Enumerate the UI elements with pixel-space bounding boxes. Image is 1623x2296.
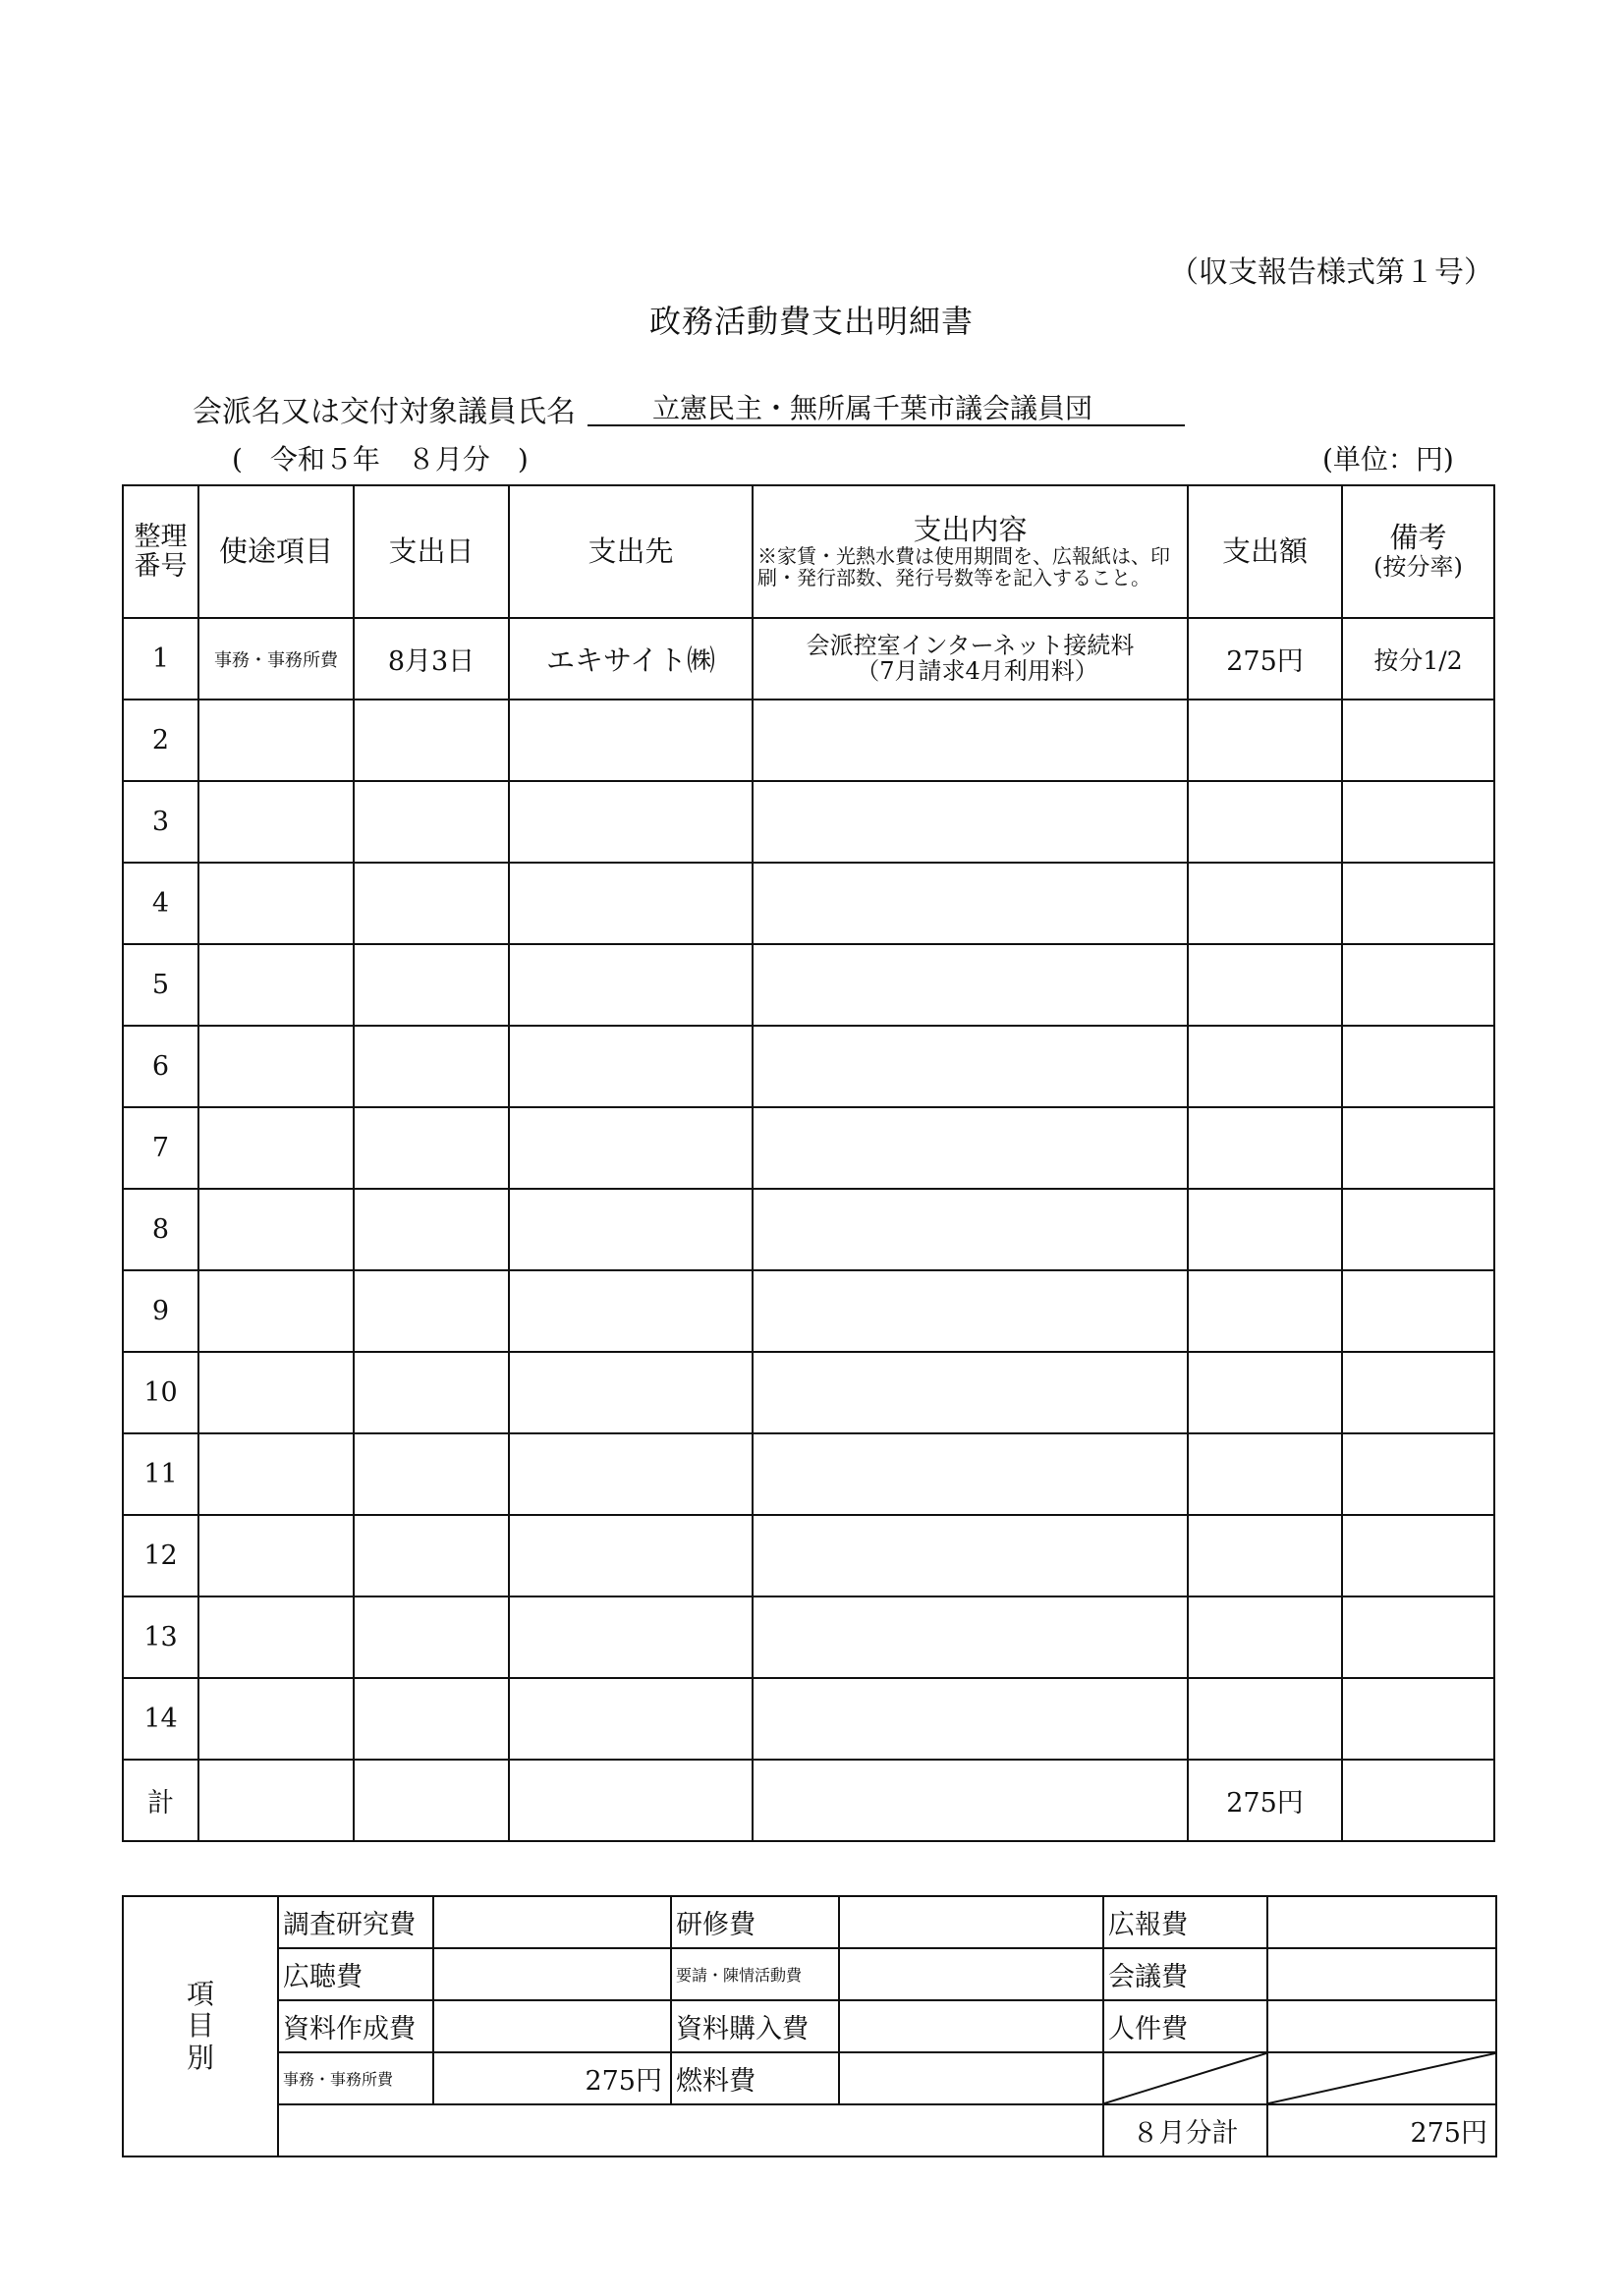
row-remark: 按分1/2 [1342, 618, 1494, 700]
expense-detail-table [122, 484, 1495, 1842]
summary-row [123, 2052, 1496, 2104]
row-no: 13 [123, 1596, 198, 1678]
summary-blank-cell [278, 2104, 1103, 2156]
table-row [123, 1352, 1494, 1433]
table-row [123, 1026, 1494, 1107]
hearing-label: 広聴費 [278, 1948, 433, 2000]
unit-label: (単位：円) [1322, 443, 1454, 476]
report-period: ( 令和５年 ８月分 ) [232, 443, 529, 476]
row-purpose [198, 700, 354, 781]
row-content [753, 863, 1188, 944]
research-label: 調査研究費 [278, 1896, 433, 1948]
research-value [433, 1896, 671, 1948]
row-remark [1342, 1433, 1494, 1515]
row-amount [1188, 700, 1342, 781]
table-row [123, 700, 1494, 781]
side-label-char: 項 [186, 1978, 214, 2011]
row-no: 3 [123, 781, 198, 863]
row-remark [1342, 863, 1494, 944]
row-payee [509, 1026, 753, 1107]
row-no: 9 [123, 1270, 198, 1352]
header-amount: 支出額 [1188, 485, 1342, 618]
month-total-value: 275円 [1267, 2104, 1496, 2156]
row-date [354, 1515, 509, 1596]
total-amount: 275円 [1188, 1760, 1342, 1841]
row-remark [1342, 1270, 1494, 1352]
row-payee [509, 1678, 753, 1760]
row-date [354, 1107, 509, 1189]
table-row [123, 1189, 1494, 1270]
group-name-value: 立憲民主・無所属千葉市議会議員団 [588, 387, 1185, 426]
row-date [354, 863, 509, 944]
header-content [753, 485, 1188, 618]
row-amount [1188, 1596, 1342, 1678]
row-purpose: 事務・事務所費 [198, 618, 354, 700]
table-row [123, 1678, 1494, 1760]
row-amount [1188, 1515, 1342, 1596]
row-date [354, 944, 509, 1026]
row-purpose [198, 1026, 354, 1107]
document-title: 政務活動費支出明細書 [648, 303, 974, 340]
row-content [753, 1026, 1188, 1107]
row-date [354, 1433, 509, 1515]
header-purpose: 使途項目 [198, 485, 354, 618]
materials-purchase-value [839, 2000, 1103, 2052]
row-purpose [198, 781, 354, 863]
diagonal-line [1268, 2053, 1495, 2103]
row-purpose [198, 1515, 354, 1596]
row-purpose [198, 1107, 354, 1189]
total-empty-cell [1342, 1760, 1494, 1841]
fuel-label: 燃料費 [671, 2052, 839, 2104]
row-purpose [198, 1596, 354, 1678]
pr-label: 広報費 [1103, 1896, 1267, 1948]
row-remark [1342, 1515, 1494, 1596]
row-content [753, 1678, 1188, 1760]
category-summary-table [122, 1895, 1497, 2157]
row-content [753, 1270, 1188, 1352]
slashed-cell [1267, 2052, 1496, 2104]
slashed-cell [1103, 2052, 1267, 2104]
row-payee [509, 1515, 753, 1596]
materials-purchase-label: 資料購入費 [671, 2000, 839, 2052]
row-remark [1342, 1596, 1494, 1678]
summary-row [123, 2104, 1496, 2156]
row-content [753, 781, 1188, 863]
meeting-label: 会議費 [1103, 1948, 1267, 2000]
table-row [123, 1596, 1494, 1678]
hearing-value [433, 1948, 671, 2000]
personnel-value [1267, 2000, 1496, 2052]
training-label: 研修費 [671, 1896, 839, 1948]
header-remark-sub: (按分率) [1373, 553, 1463, 582]
row-remark [1342, 700, 1494, 781]
row-date [354, 1026, 509, 1107]
row-date [354, 1678, 509, 1760]
row-content [753, 1433, 1188, 1515]
row-amount [1188, 781, 1342, 863]
row-date [354, 1596, 509, 1678]
row-payee [509, 1352, 753, 1433]
table-row [123, 944, 1494, 1026]
row-no: 8 [123, 1189, 198, 1270]
row-content [753, 1189, 1188, 1270]
group-name-label: 会派名又は交付対象議員氏名 [193, 395, 576, 429]
table-row [123, 781, 1494, 863]
row-amount [1188, 1678, 1342, 1760]
row-remark [1342, 1026, 1494, 1107]
row-payee [509, 1270, 753, 1352]
fuel-value [839, 2052, 1103, 2104]
office-label: 事務・事務所費 [278, 2052, 433, 2104]
training-value [839, 1896, 1103, 1948]
materials-creation-value [433, 2000, 671, 2052]
row-date [354, 1270, 509, 1352]
row-no: 12 [123, 1515, 198, 1596]
table-row [123, 1433, 1494, 1515]
row-no: 6 [123, 1026, 198, 1107]
table-row [123, 1107, 1494, 1189]
row-remark [1342, 1678, 1494, 1760]
office-value: 275円 [433, 2052, 671, 2104]
row-no: 4 [123, 863, 198, 944]
row-payee [509, 863, 753, 944]
header-date: 支出日 [354, 485, 509, 618]
row-date [354, 1352, 509, 1433]
row-remark [1342, 944, 1494, 1026]
row-payee: エキサイト㈱ [509, 618, 753, 700]
row-amount [1188, 1352, 1342, 1433]
row-payee [509, 1107, 753, 1189]
pr-value [1267, 1896, 1496, 1948]
row-content [753, 618, 1188, 700]
row-no: 14 [123, 1678, 198, 1760]
row-no: 1 [123, 618, 198, 700]
row-amount [1188, 1189, 1342, 1270]
row-purpose [198, 863, 354, 944]
materials-creation-label: 資料作成費 [278, 2000, 433, 2052]
row-purpose [198, 1270, 354, 1352]
table-header-row [123, 485, 1494, 618]
row-remark [1342, 1189, 1494, 1270]
table-row [123, 618, 1494, 700]
row-amount [1188, 1433, 1342, 1515]
row-purpose [198, 944, 354, 1026]
side-label-char: 目 [186, 2009, 214, 2043]
form-code: （収支報告様式第１号） [1169, 255, 1493, 290]
total-empty-cell [198, 1760, 354, 1841]
total-empty-cell [509, 1760, 753, 1841]
row-content [753, 944, 1188, 1026]
row-amount [1188, 944, 1342, 1026]
row-content-line1: 会派控室インターネット接続料 [806, 632, 1135, 660]
total-empty-cell [753, 1760, 1188, 1841]
row-amount [1188, 1107, 1342, 1189]
summary-row [123, 2000, 1496, 2052]
row-amount [1188, 1026, 1342, 1107]
row-payee [509, 1433, 753, 1515]
row-remark [1342, 1107, 1494, 1189]
table-row [123, 1515, 1494, 1596]
row-amount: 275円 [1188, 618, 1342, 700]
row-content [753, 1515, 1188, 1596]
category-side-label [123, 1896, 278, 2156]
petition-value [839, 1948, 1103, 2000]
row-purpose [198, 1352, 354, 1433]
total-label: 計 [123, 1760, 198, 1841]
row-payee [509, 1596, 753, 1678]
row-payee [509, 700, 753, 781]
petition-label: 要請・陳情活動費 [671, 1948, 839, 2000]
row-remark [1342, 781, 1494, 863]
summary-row [123, 1896, 1496, 1948]
row-no: 7 [123, 1107, 198, 1189]
row-purpose [198, 1189, 354, 1270]
diagonal-line [1104, 2053, 1266, 2103]
row-purpose [198, 1433, 354, 1515]
header-remark [1342, 485, 1494, 618]
month-total-label: ８月分計 [1103, 2104, 1267, 2156]
row-payee [509, 944, 753, 1026]
row-amount [1188, 1270, 1342, 1352]
row-no: 11 [123, 1433, 198, 1515]
total-row [123, 1760, 1494, 1841]
side-label-char: 別 [186, 2041, 214, 2074]
personnel-label: 人件費 [1103, 2000, 1267, 2052]
row-no: 5 [123, 944, 198, 1026]
row-content [753, 1352, 1188, 1433]
table-row [123, 1270, 1494, 1352]
row-date: 8月3日 [354, 618, 509, 700]
header-payee: 支出先 [509, 485, 753, 618]
table-row [123, 863, 1494, 944]
row-payee [509, 781, 753, 863]
header-content-note: ※家賃・光熱水費は使用期間を、広報紙は、印刷・発行部数、発行号数等を記入すること。 [757, 544, 1170, 590]
row-content-line2: （7月請求4月利用料） [856, 656, 1098, 685]
row-amount [1188, 863, 1342, 944]
summary-row [123, 1948, 1496, 2000]
row-content [753, 1596, 1188, 1678]
row-date [354, 781, 509, 863]
total-empty-cell [354, 1760, 509, 1841]
row-payee [509, 1189, 753, 1270]
row-remark [1342, 1352, 1494, 1433]
row-content [753, 700, 1188, 781]
row-date [354, 1189, 509, 1270]
header-no: 整理番号 [123, 485, 198, 618]
row-no: 10 [123, 1352, 198, 1433]
header-content-title: 支出内容 [913, 512, 1028, 546]
row-no: 2 [123, 700, 198, 781]
header-remark-title: 備考 [1389, 521, 1447, 555]
meeting-value [1267, 1948, 1496, 2000]
row-date [354, 700, 509, 781]
row-purpose [198, 1678, 354, 1760]
row-content [753, 1107, 1188, 1189]
